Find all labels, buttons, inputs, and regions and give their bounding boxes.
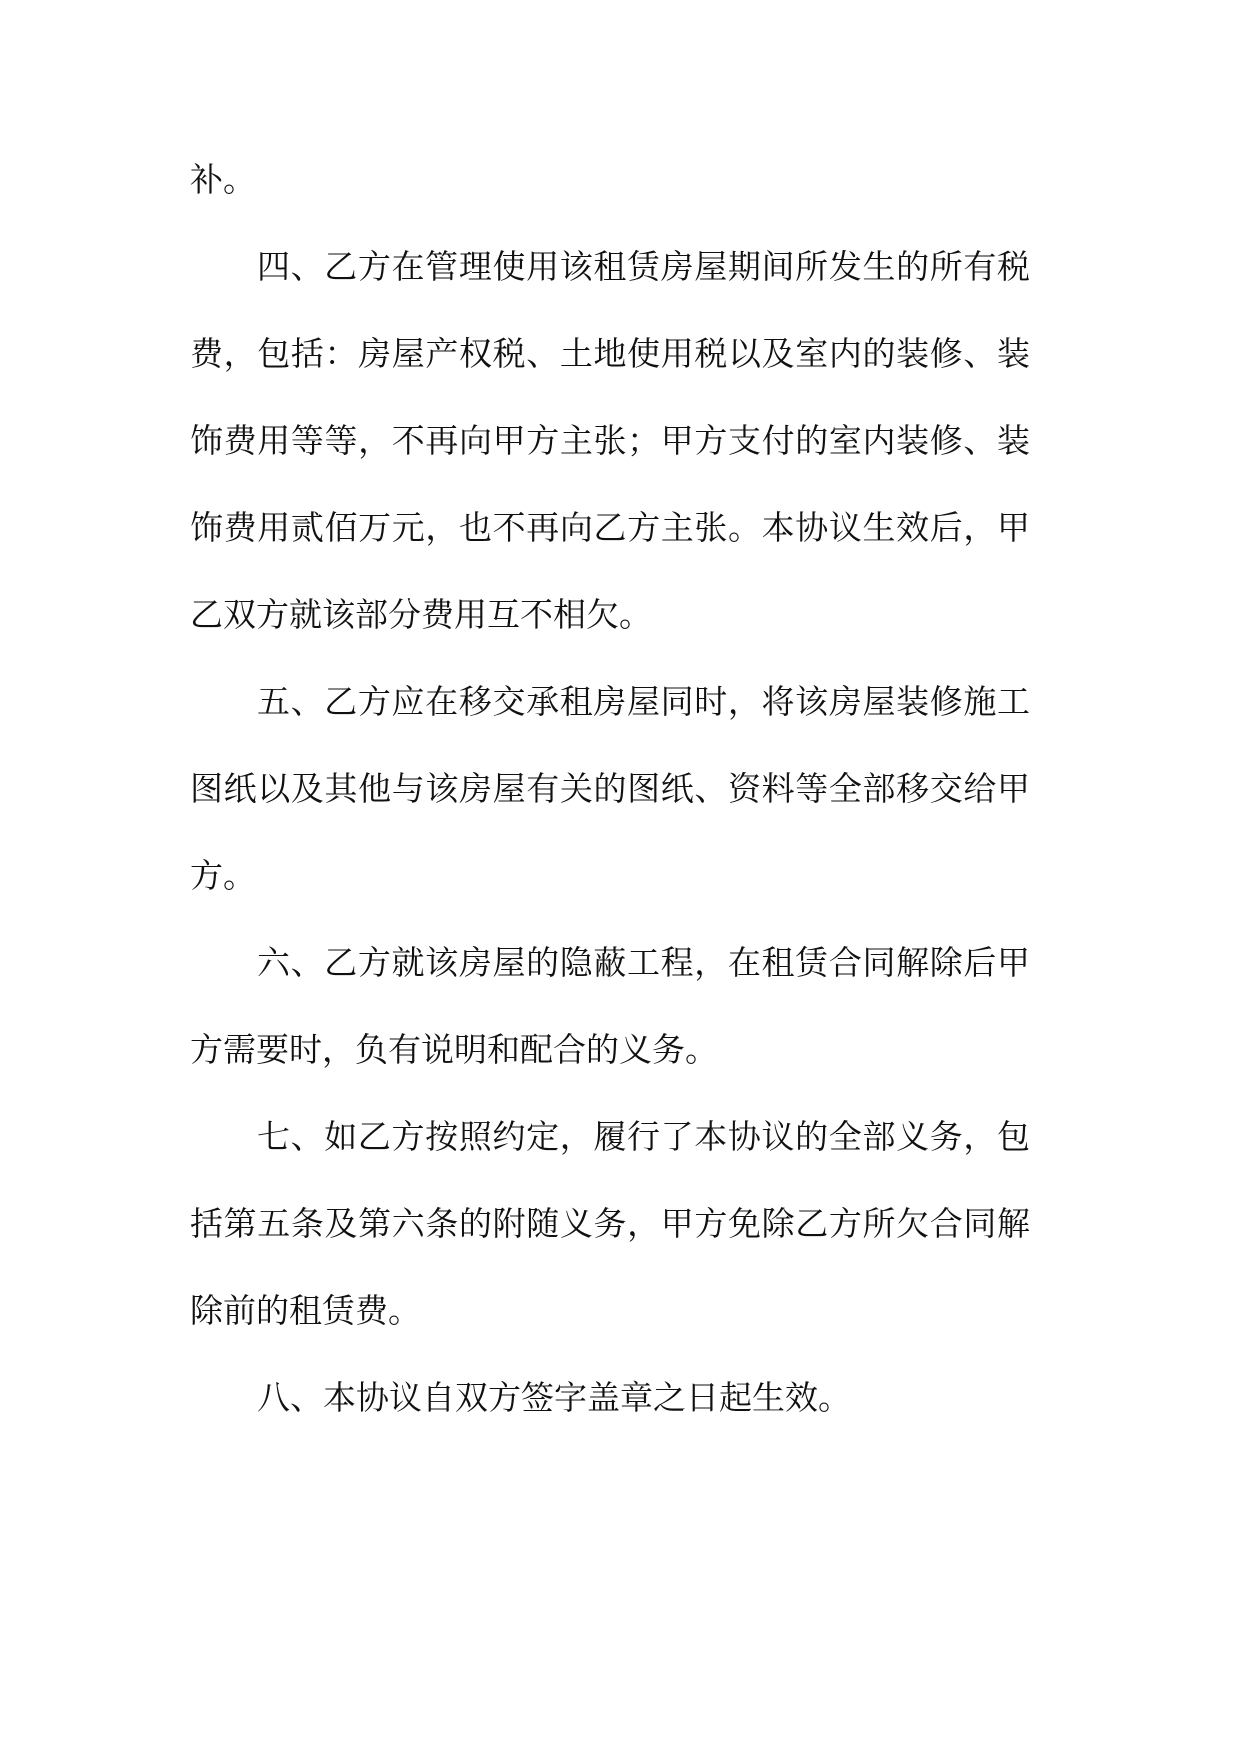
clause-5-line-2: 图纸以及其他与该房屋有关的图纸、资料等全部移交给甲 xyxy=(190,769,1030,808)
clause-5-line-1: 五、乙方应在移交承租房屋同时，将该房屋装修施工 xyxy=(257,682,1030,721)
clause-4-line-3: 饰费用等等，不再向甲方主张；甲方支付的室内装修、装 xyxy=(190,421,1030,460)
clause-7-line-3: 除前的租赁费。 xyxy=(190,1291,421,1330)
clause-6-line-1: 六、乙方就该房屋的隐蔽工程，在租赁合同解除后甲 xyxy=(257,943,1030,982)
text-line-1: 补。 xyxy=(190,160,256,199)
clause-4-line-1: 四、乙方在管理使用该租赁房屋期间所发生的所有税 xyxy=(257,247,1030,286)
clause-4-line-5: 乙双方就该部分费用互不相欠。 xyxy=(190,595,652,634)
clause-5-line-3: 方。 xyxy=(190,856,256,895)
clause-4-line-4: 饰费用贰佰万元，也不再向乙方主张。本协议生效后，甲 xyxy=(190,508,1030,547)
clause-7-line-2: 括第五条及第六条的附随义务，甲方免除乙方所欠合同解 xyxy=(190,1204,1030,1243)
clause-4-line-2: 费，包括：房屋产权税、土地使用税以及室内的装修、装 xyxy=(190,334,1030,373)
clause-8-line-1: 八、本协议自双方签字盖章之日起生效。 xyxy=(257,1378,851,1417)
clause-7-line-1: 七、如乙方按照约定，履行了本协议的全部义务，包 xyxy=(257,1117,1030,1156)
clause-6-line-2: 方需要时，负有说明和配合的义务。 xyxy=(190,1030,718,1069)
